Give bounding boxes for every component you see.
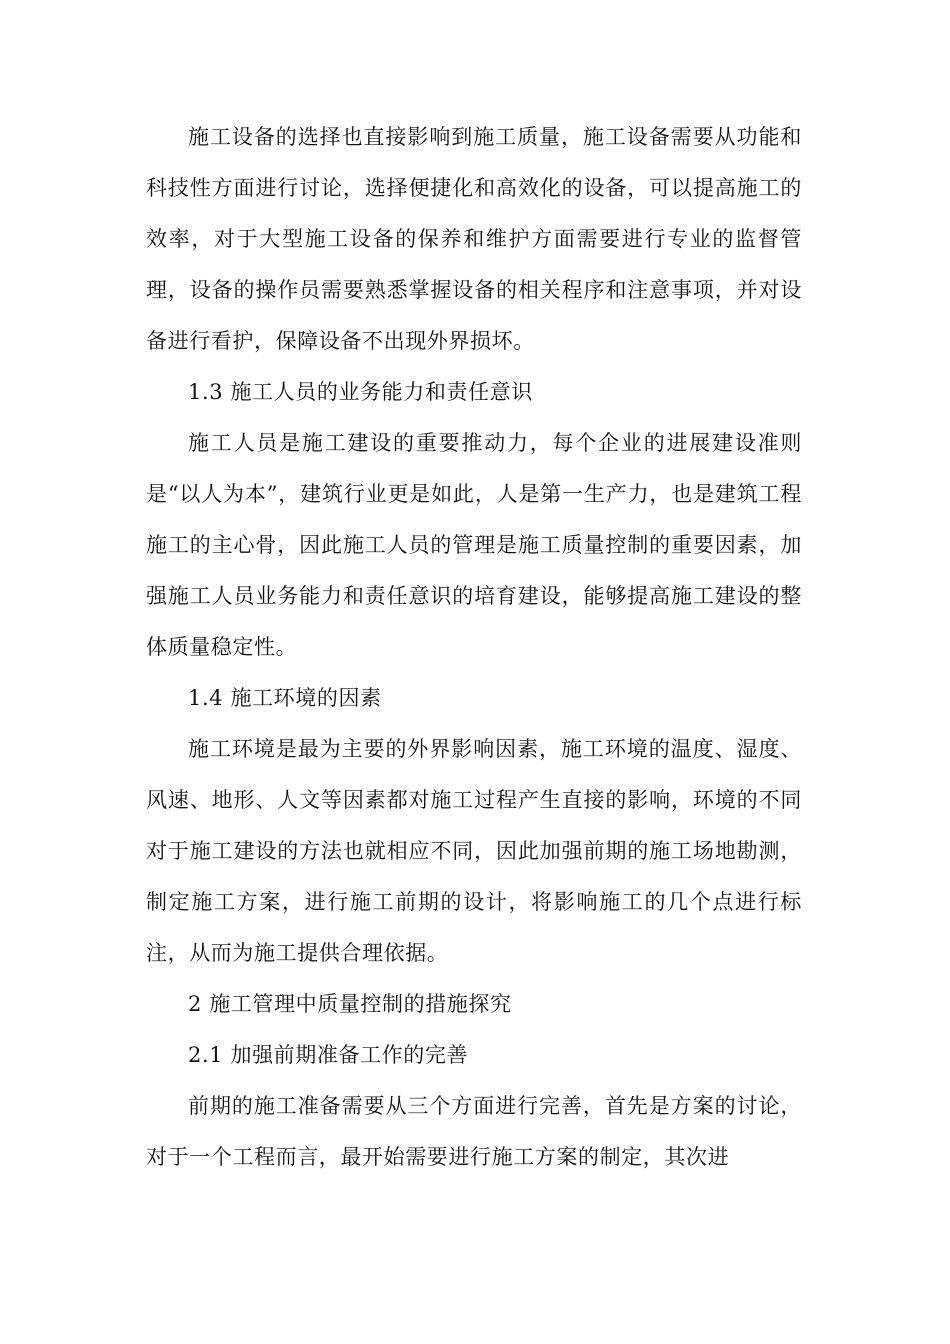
heading-2-measures: 2 施工管理中质量控制的措施探究 bbox=[188, 992, 512, 1016]
paragraph-preparation: 前期的施工准备需要从三个方面进行完善，首先是方案的讨论，对于一个工程而言，最开始需要进行施工方案的制定，其次进 bbox=[146, 1094, 802, 1169]
heading-1-4-environment: 1.4 施工环境的因素 bbox=[188, 686, 382, 710]
heading-2-1-preparation: 2.1 加强前期准备工作的完善 bbox=[188, 1043, 469, 1067]
document-body bbox=[146, 112, 802, 1183]
paragraph-personnel: 施工人员是施工建设的重要推动力，每个企业的进展建设准则是“以人为本”，建筑行业更是如此，人是第一生产力，也是建筑工程施工的主心骨，因此施工人员的管理是施工质量控制的重要因素，加强施工人员业务能力和责任意识的培育建设，能够提高施工建设的整体质量稳定性。 bbox=[146, 431, 802, 659]
heading-1-3-personnel: 1.3 施工人员的业务能力和责任意识 bbox=[188, 380, 533, 404]
paragraph-equipment-selection: 施工设备的选择也直接影响到施工质量，施工设备需要从功能和科技性方面进行讨论，选择便捷化和高效化的设备，可以提高施工的效率，对于大型施工设备的保养和维护方面需要进行专业的监督管理，设备的操作员需要熟悉掌握设备的相关程序和注意事项，并对设备进行看护，保障设备不出现外界损坏。 bbox=[146, 125, 802, 353]
paragraph-environment: 施工环境是最为主要的外界影响因素，施工环境的温度、湿度、风速、地形、人文等因素都对施工过程产生直接的影响，环境的不同对于施工建设的方法也就相应不同，因此加强前期的施工场地勘测，制定施工方案，进行施工前期的设计，将影响施工的几个点进行标注，从而为施工提供合理依据。 bbox=[146, 737, 802, 965]
